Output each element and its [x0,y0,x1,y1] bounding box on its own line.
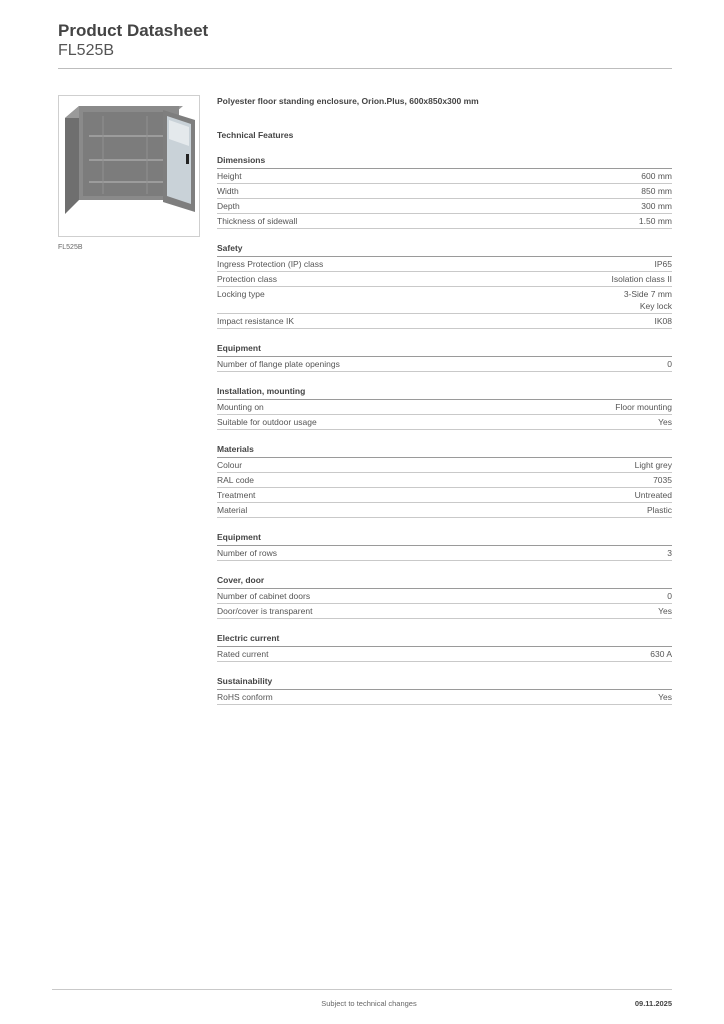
spec-row [217,314,672,329]
spec-label: Height [217,171,242,181]
spec-value-line: 1.50 mm [638,216,672,226]
spec-row [217,272,672,287]
spec-label: Treatment [217,490,256,500]
spec-value-line: Yes [658,606,672,616]
spec-value [615,401,672,413]
feature-section [217,444,672,518]
spec-label: Rated current [217,649,269,659]
spec-label: RoHS conform [217,692,273,702]
spec-row [217,690,672,705]
spec-value-line: Isolation class II [611,274,672,284]
section-title: Equipment [217,532,672,546]
spec-value [655,315,673,327]
spec-value-line: 600 mm [641,171,672,181]
spec-value [655,258,673,270]
spec-value-line: 7035 [653,475,672,485]
spec-label: Suitable for outdoor usage [217,417,317,427]
spec-row [217,357,672,372]
spec-label: Protection class [217,274,277,284]
spec-label: Ingress Protection (IP) class [217,259,324,269]
feature-section [217,532,672,561]
spec-value-line: IK08 [654,316,672,326]
spec-row [217,257,672,272]
spec-row [217,647,672,662]
page-title: Product Datasheet [58,21,209,40]
spec-label: Mounting on [217,402,264,412]
spec-value [667,590,672,602]
spec-value [612,273,672,285]
spec-value [658,691,672,703]
enclosure-product-photo [59,96,199,236]
spec-value-line: Floor mounting [615,402,672,412]
spec-value [635,489,672,501]
feature-section [217,386,672,430]
footer-date: 09.11.2025 [634,999,672,1008]
spec-value [653,474,672,486]
spec-label: Locking type [217,289,265,299]
features-heading: Technical Features [217,130,294,140]
spec-value [658,416,672,428]
spec-row [217,503,672,518]
spec-label: Thickness of sidewall [217,216,298,226]
spec-label: Depth [217,201,240,211]
spec-value [635,459,672,471]
technical-content [217,96,672,705]
spec-row [217,488,672,503]
spec-value-line: 0 [667,359,672,369]
section-title: Electric current [217,633,672,647]
product-code: FL525B [58,42,115,59]
spec-value-line: Yes [658,417,672,427]
section-title: Installation, mounting [217,386,672,400]
spec-row [217,458,672,473]
footer-divider [52,989,672,990]
spec-value [641,170,672,182]
spec-value-line: Key lock [639,301,672,311]
spec-row [217,214,672,229]
section-title: Dimensions [217,155,672,169]
spec-value [667,358,672,370]
header-divider [58,68,672,69]
spec-label: Number of flange plate openings [217,359,340,369]
page-header [58,20,208,60]
spec-row [217,589,672,604]
spec-value [641,185,672,197]
feature-section [217,155,672,229]
feature-section [217,633,672,662]
spec-value-line: 630 A [650,649,672,659]
feature-sections [217,155,672,705]
spec-value-line: 3-Side 7 mm [623,289,672,299]
spec-row [217,184,672,199]
spec-value-line: Untreated [634,490,672,500]
spec-row [217,546,672,561]
section-title: Safety [217,243,672,257]
image-caption: FL525B [58,244,83,251]
spec-label: Number of cabinet doors [217,591,311,601]
footer-note: Subject to technical changes [321,999,417,1008]
spec-value-line: 300 mm [641,201,672,211]
spec-value-line: Light grey [634,460,672,470]
product-description: Polyester floor standing enclosure, Orion.Plus, 600x850x300 mm [217,96,479,106]
feature-section [217,343,672,372]
section-title: Cover, door [217,575,672,589]
spec-row [217,400,672,415]
spec-label: Colour [217,460,243,470]
spec-value-line: 3 [667,548,672,558]
product-image [58,95,200,237]
spec-label: Material [217,505,248,515]
spec-row [217,604,672,619]
spec-value-line: IP65 [654,259,672,269]
spec-row [217,169,672,184]
feature-section [217,243,672,329]
section-title: Sustainability [217,676,672,690]
spec-row [217,473,672,488]
spec-label: Door/cover is transparent [217,606,313,616]
spec-value [667,547,672,559]
spec-value-line: 0 [667,591,672,601]
spec-value [658,605,672,617]
feature-section [217,575,672,619]
spec-value [650,648,672,660]
spec-label: Number of rows [217,548,277,558]
spec-value [639,215,672,227]
spec-value [624,288,672,312]
section-title: Equipment [217,343,672,357]
spec-label: Impact resistance IK [217,316,295,326]
spec-value-line: Plastic [646,505,672,515]
spec-row [217,287,672,314]
spec-value [647,504,672,516]
spec-row [217,415,672,430]
spec-value [641,200,672,212]
section-title: Materials [217,444,672,458]
spec-label: RAL code [217,475,255,485]
spec-value-line: 850 mm [641,186,672,196]
feature-section [217,676,672,705]
spec-row [217,199,672,214]
spec-label: Width [217,186,239,196]
spec-value-line: Yes [658,692,672,702]
